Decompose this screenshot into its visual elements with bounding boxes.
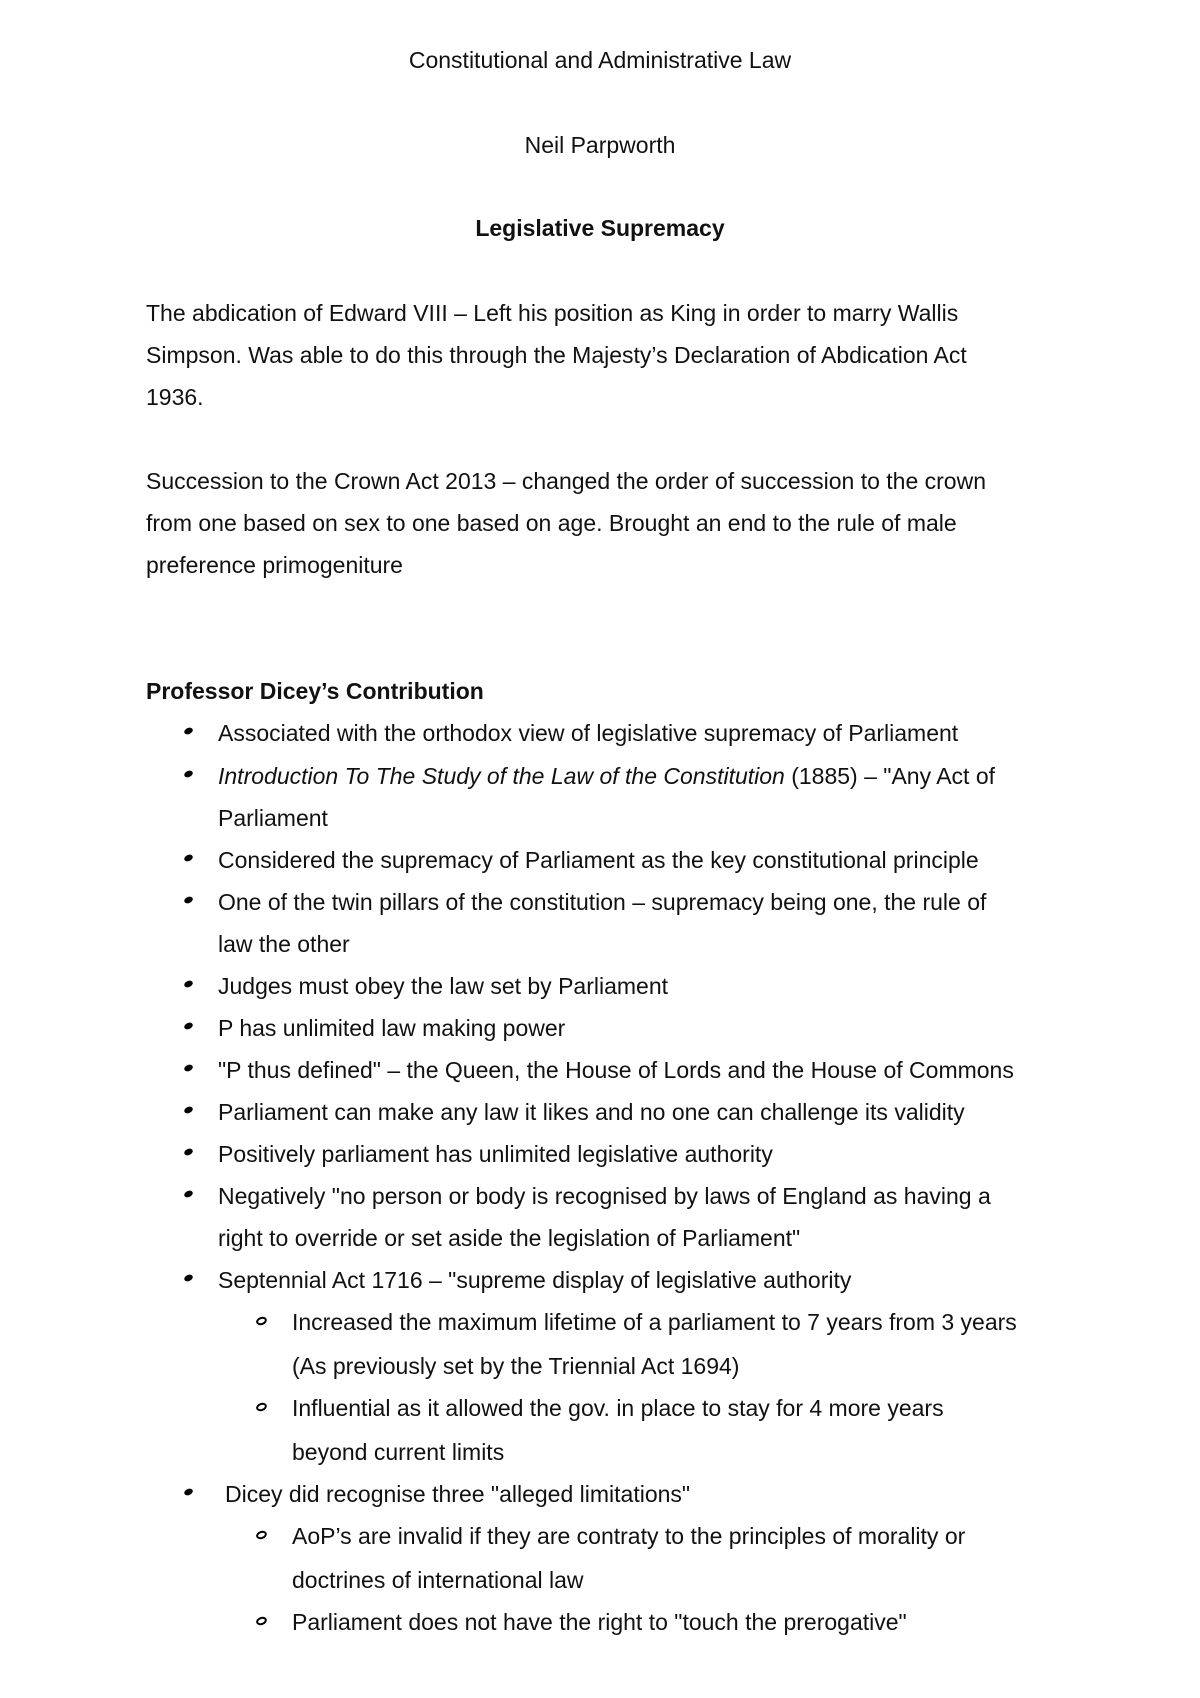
author-name: Neil Parpworth — [524, 132, 676, 158]
bullet-icon — [183, 979, 194, 988]
bullet-icon — [183, 1105, 194, 1114]
sub-bullet-icon — [255, 1401, 268, 1412]
paragraph-line: 1936. — [146, 384, 204, 410]
paragraph-line: from one based on sex to one based on age. Brought an end to the rule of male — [146, 510, 957, 536]
list-item: "P thus defined" – the Queen, the House of Lords and the House of Commons — [218, 1057, 1014, 1083]
list-item: Judges must obey the law set by Parliament — [218, 973, 669, 999]
bullet-icon — [183, 1147, 194, 1156]
bullet-icon — [183, 853, 194, 862]
bullet-icon — [183, 1487, 194, 1496]
list-item: Septennial Act 1716 – "supreme display of legislative authority — [218, 1267, 852, 1293]
list-item: Considered the supremacy of Parliament as the key constitutional principle — [218, 847, 979, 873]
list-item: Associated with the orthodox view of legislative supremacy of Parliament — [218, 720, 959, 746]
paragraph-line: Simpson. Was able to do this through the Majesty’s Declaration of Abdication Act — [146, 342, 967, 368]
bullet-icon — [183, 1189, 194, 1198]
sub-bullet-icon — [255, 1315, 268, 1326]
bullet-icon — [183, 895, 194, 904]
sub-list-item: Influential as it allowed the gov. in place to stay for 4 more years — [292, 1395, 944, 1421]
list-item: Positively parliament has unlimited legislative authority — [218, 1141, 773, 1167]
list-item: Dicey did recognise three "alleged limitations" — [225, 1481, 691, 1507]
bullet-icon — [183, 769, 194, 778]
list-item-continuation: Parliament — [218, 805, 328, 831]
bullet-icon — [183, 1273, 194, 1282]
list-item-continuation: right to override or set aside the legislation of Parliament" — [218, 1225, 801, 1251]
bullet-icon — [183, 1021, 194, 1030]
list-item: Negatively "no person or body is recognised by laws of England as having a — [218, 1183, 991, 1209]
sub-list-item-continuation: (As previously set by the Triennial Act 1694) — [292, 1353, 740, 1379]
sub-bullet-icon — [255, 1529, 268, 1540]
book-title: Introduction To The Study of the Law of the Constitution — [218, 763, 785, 789]
sub-list-item-continuation: doctrines of international law — [292, 1567, 584, 1593]
list-item-continuation: law the other — [218, 931, 350, 957]
sub-list-item: AoP’s are invalid if they are contraty to the principles of morality or — [292, 1523, 966, 1549]
sub-bullet-icon — [255, 1615, 268, 1626]
sub-list-item: Increased the maximum lifetime of a parliament to 7 years from 3 years — [292, 1309, 1017, 1335]
bullet-icon — [183, 1063, 194, 1072]
list-item-text: (1885) – "Any Act of — [784, 763, 996, 789]
course-title: Constitutional and Administrative Law — [408, 47, 792, 73]
bullet-icon — [183, 726, 194, 735]
paragraph-line: Succession to the Crown Act 2013 – changed the order of succession to the crown — [146, 468, 986, 494]
sub-list-item-continuation: beyond current limits — [292, 1439, 505, 1465]
list-item: P has unlimited law making power — [218, 1015, 566, 1041]
paragraph-line: The abdication of Edward VIII – Left his position as King in order to marry Wallis — [146, 300, 959, 326]
section-heading: Professor Dicey’s Contribution — [146, 678, 484, 704]
paragraph-line: preference primogeniture — [146, 552, 403, 578]
sub-list-item: Parliament does not have the right to "touch the prerogative" — [292, 1609, 907, 1635]
page-title: Legislative Supremacy — [475, 215, 725, 241]
list-item — [218, 761, 995, 791]
list-item: Parliament can make any law it likes and no one can challenge its validity — [218, 1099, 965, 1125]
list-item: One of the twin pillars of the constitution – supremacy being one, the rule of — [218, 889, 987, 915]
